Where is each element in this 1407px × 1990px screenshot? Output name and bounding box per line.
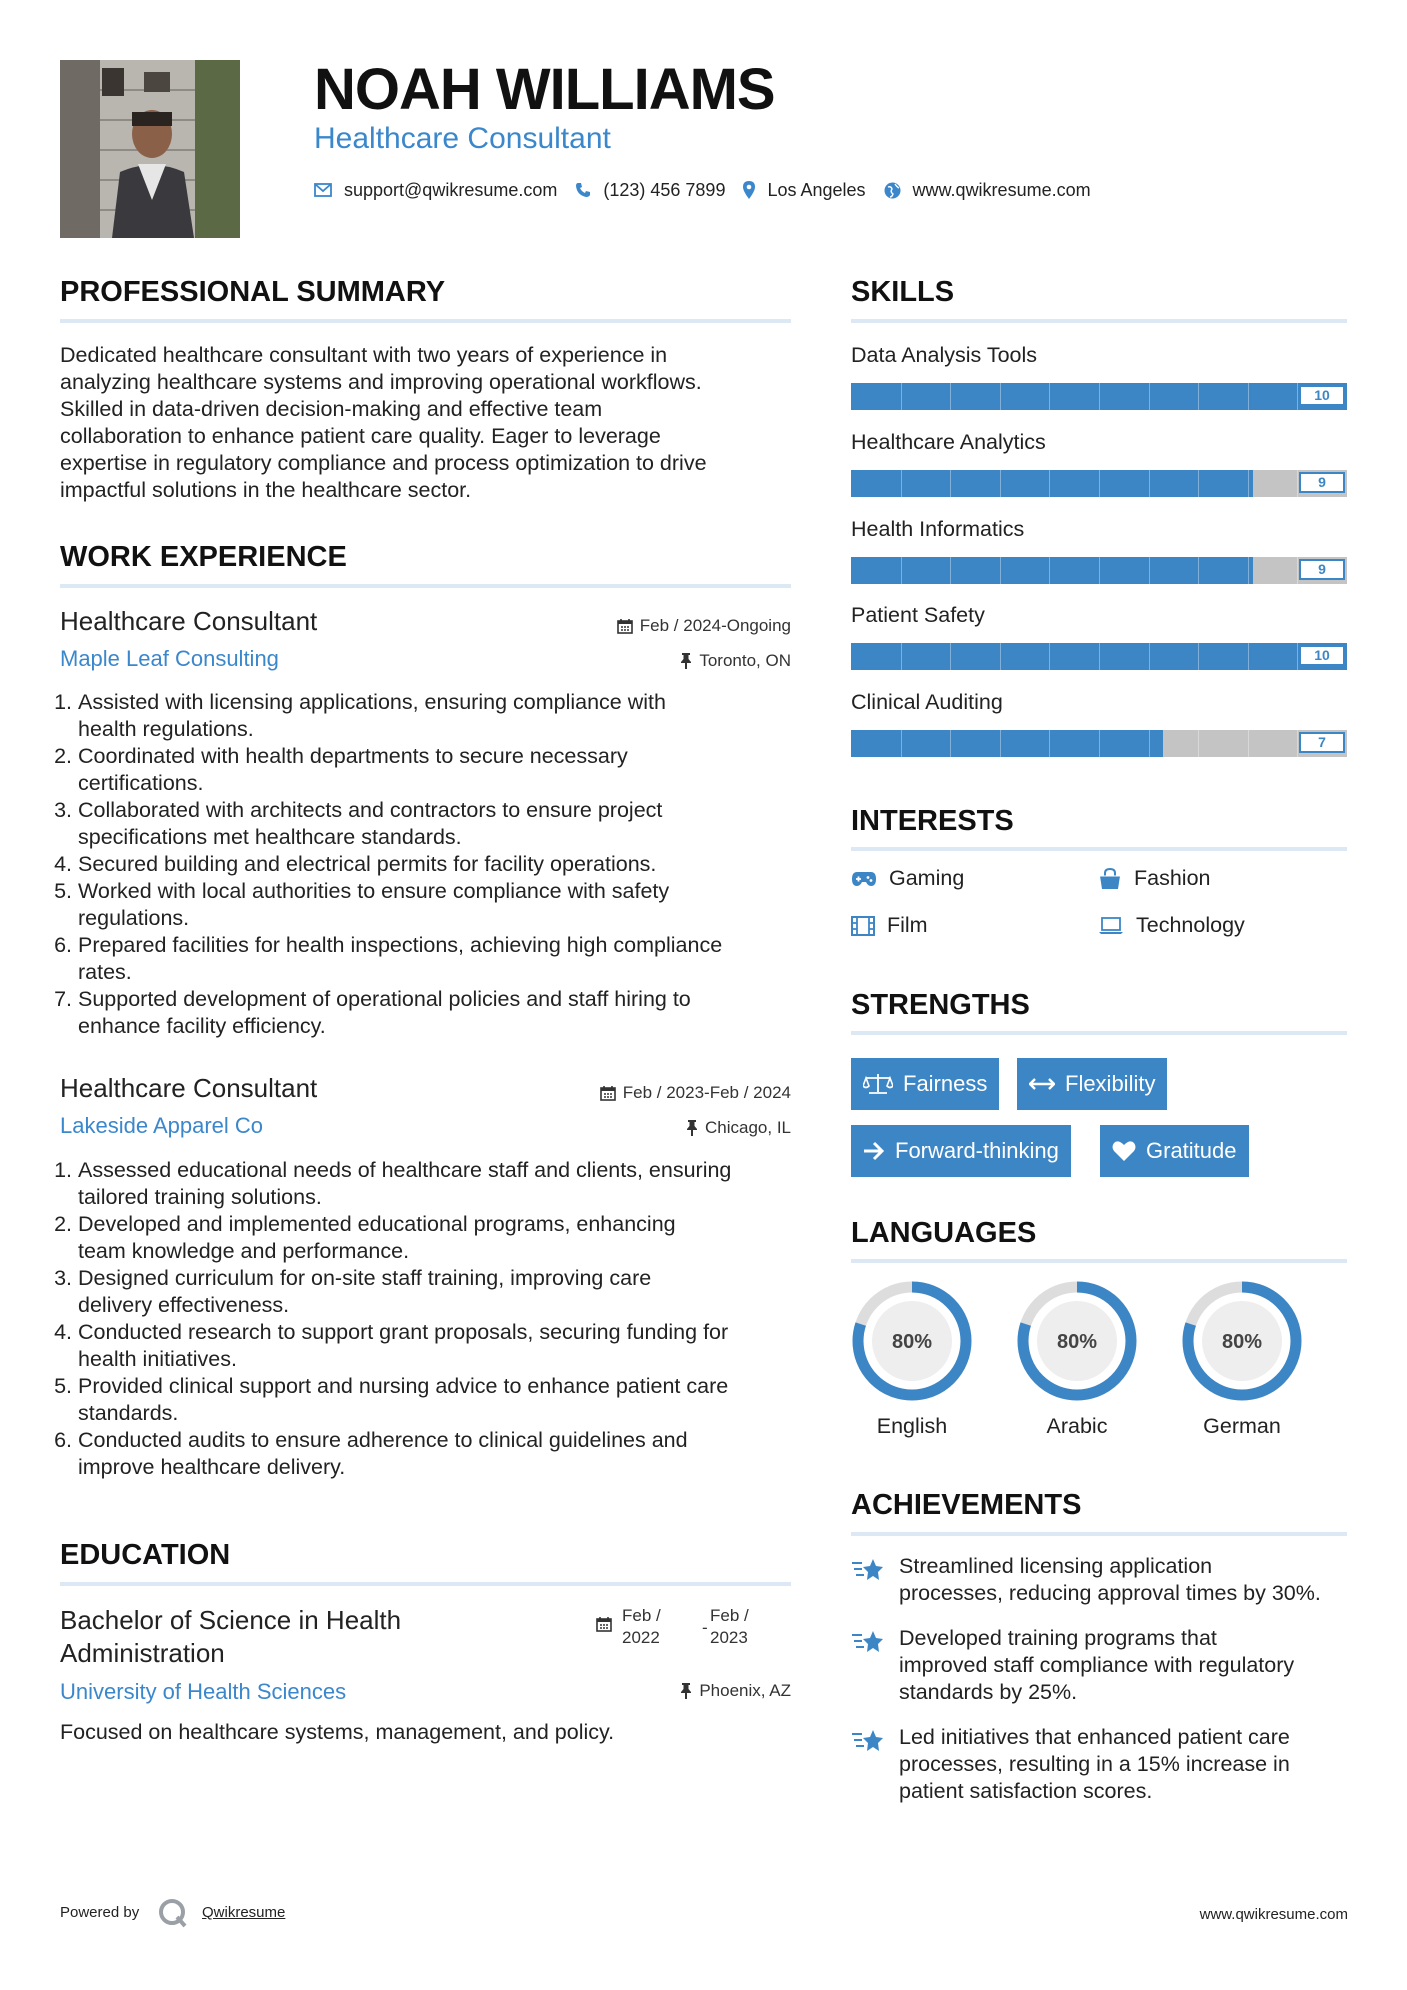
- skill-bar-tick: [1198, 383, 1199, 410]
- education-location-text: Phoenix, AZ: [699, 1681, 791, 1700]
- skill-bar-tick: [1000, 730, 1001, 757]
- calendar-icon: [596, 1616, 615, 1635]
- strength-chip: Gratitude: [1100, 1125, 1249, 1177]
- job-location: [686, 1118, 791, 1138]
- language-donut: [850, 1279, 974, 1403]
- achievement-line: processes, resulting in a 15% increase in: [899, 1752, 1290, 1776]
- skill-label: Health Informatics: [851, 517, 1025, 541]
- achievement-item: [851, 1724, 1351, 1805]
- achievement-line: standards by 25%.: [899, 1680, 1078, 1704]
- degree-line: Administration: [60, 1638, 225, 1668]
- skill-bar-tick: [1297, 470, 1298, 497]
- contact-email[interactable]: [314, 180, 557, 201]
- skill-score: 7: [1299, 732, 1345, 753]
- interests-divider: [851, 847, 1347, 851]
- achievement-line: Developed training programs that: [899, 1626, 1217, 1650]
- skill-bar-fill: [851, 470, 1253, 497]
- language-donut: [1015, 1279, 1139, 1403]
- skill-bar-tick: [1049, 730, 1050, 757]
- job-dates: [600, 1083, 791, 1103]
- calendar-icon: [600, 1085, 616, 1101]
- contact-phone-text: (123) 456 7899: [603, 179, 726, 200]
- strengths-divider: [851, 1031, 1347, 1035]
- gamepad-icon: [851, 871, 877, 887]
- skill-bar: [851, 643, 1347, 670]
- skill-bar-tick: [1248, 470, 1249, 497]
- film-icon: [851, 916, 875, 936]
- skill-bar-tick: [1297, 643, 1298, 670]
- skill-bar-fill: [851, 557, 1253, 584]
- degree-title: [60, 1604, 401, 1670]
- skill-score: 10: [1299, 385, 1345, 406]
- job-title: Healthcare Consultant: [60, 1073, 318, 1103]
- summary-line: analyzing healthcare systems and improving operational workflows.: [60, 370, 702, 394]
- skill-bar-tick: [950, 470, 951, 497]
- interest-item: Film: [851, 913, 928, 938]
- map-pin-icon: [743, 181, 755, 199]
- skill-label: Clinical Auditing: [851, 690, 1003, 714]
- skill-bar-tick: [1297, 383, 1298, 410]
- skill-bar-tick: [1099, 383, 1100, 410]
- education-start: Feb / 2022: [622, 1606, 661, 1647]
- skill-bar-tick: [1000, 557, 1001, 584]
- education-heading: EDUCATION: [60, 1539, 231, 1571]
- arrow-right-icon: [863, 1141, 885, 1161]
- skill-bar-tick: [1248, 383, 1249, 410]
- pushpin-icon: [680, 653, 692, 669]
- summary-heading: PROFESSIONAL SUMMARY: [60, 276, 446, 308]
- shopping-bag-icon: [1098, 868, 1122, 890]
- achievement-item: [851, 1625, 1351, 1706]
- skill-bar-tick: [950, 643, 951, 670]
- job-location: [680, 651, 791, 671]
- skill-bar-tick: [1099, 470, 1100, 497]
- skill-bar: [851, 557, 1347, 584]
- balance-scale-icon: [863, 1073, 893, 1095]
- school-name[interactable]: University of Health Sciences: [60, 1679, 347, 1704]
- education-location: [680, 1681, 791, 1701]
- job-dates: [617, 616, 791, 636]
- job-bullet: 2. Developed and implemented educational programs, enhancing team knowledge and performance.: [78, 1211, 818, 1265]
- achievement-line: improved staff compliance with regulatory: [899, 1653, 1295, 1677]
- skill-bar-tick: [901, 643, 902, 670]
- job-bullet: 4. Secured building and electrical permits for facility operations.: [78, 851, 818, 878]
- skills-heading: SKILLS: [851, 276, 955, 308]
- achievement-line: Streamlined licensing application: [899, 1554, 1213, 1578]
- education-date-separator: -: [702, 1618, 708, 1637]
- skill-bar-tick: [1248, 557, 1249, 584]
- laptop-icon: [1098, 917, 1124, 935]
- job-location-text: Chicago, IL: [705, 1118, 791, 1137]
- job-dates-text: Feb / 2023-Feb / 2024: [622, 1083, 791, 1102]
- job-bullet: 3. Designed curriculum for on-site staff training, improving care delivery effectiveness.: [78, 1265, 818, 1319]
- skill-bar-tick: [901, 730, 902, 757]
- achievement-line: patient satisfaction scores.: [899, 1779, 1153, 1803]
- experience-heading: WORK EXPERIENCE: [60, 541, 347, 573]
- skill-bar-tick: [1149, 643, 1150, 670]
- job-bullets: [60, 1157, 818, 1481]
- education-divider: [60, 1582, 791, 1586]
- skill-bar-fill: [851, 730, 1163, 757]
- skill-bar-tick: [1099, 730, 1100, 757]
- job-title: Healthcare Consultant: [60, 606, 318, 636]
- job-bullet: 1. Assisted with licensing applications, ensuring compliance with health regulations.: [78, 689, 818, 743]
- skill-bar-tick: [1049, 470, 1050, 497]
- skill-label: Patient Safety: [851, 603, 985, 627]
- contact-location: [743, 180, 865, 201]
- job-bullet: 6. Prepared facilities for health inspections, achieving high compliance rates.: [78, 932, 818, 986]
- contact-bar: [314, 176, 1109, 204]
- skill-label: Data Analysis Tools: [851, 343, 1038, 367]
- skills-divider: [851, 319, 1347, 323]
- qwikresume-logo-icon: [158, 1898, 188, 1933]
- candidate-name: NOAH WILLIAMS: [314, 57, 775, 122]
- languages-heading: LANGUAGES: [851, 1217, 1037, 1249]
- strength-chip: Fairness: [851, 1058, 999, 1110]
- language-name: English: [876, 1414, 948, 1438]
- summary-line: impactful solutions in the healthcare sector.: [60, 478, 472, 502]
- skill-bar-tick: [950, 730, 951, 757]
- contact-website-text: www.qwikresume.com: [912, 179, 1091, 200]
- arrows-horizontal-icon: [1029, 1076, 1055, 1092]
- candidate-title: Healthcare Consultant: [314, 122, 611, 155]
- degree-line: Bachelor of Science in Health: [60, 1605, 402, 1635]
- contact-email-text: support@qwikresume.com: [344, 179, 558, 200]
- pushpin-icon: [680, 1683, 692, 1699]
- contact-website[interactable]: [884, 180, 1091, 201]
- skill-bar-tick: [1198, 643, 1199, 670]
- globe-icon: [884, 182, 901, 199]
- skill-bar-tick: [950, 557, 951, 584]
- skill-bar-tick: [1049, 557, 1050, 584]
- skill-bar-tick: [1198, 557, 1199, 584]
- language-name: German: [1203, 1414, 1281, 1438]
- summary-line: Dedicated healthcare consultant with two years of experience in: [60, 343, 668, 367]
- footer-website[interactable]: www.qwikresume.com: [1199, 1906, 1348, 1923]
- achievement-item: [851, 1553, 1351, 1607]
- interest-item: Technology: [1098, 913, 1245, 938]
- pushpin-icon: [686, 1120, 698, 1136]
- skill-bar-tick: [1149, 730, 1150, 757]
- skill-bar-tick: [1049, 643, 1050, 670]
- skill-bar-tick: [1099, 643, 1100, 670]
- language-name: Arabic: [1046, 1414, 1108, 1438]
- job-bullet: 5. Provided clinical support and nursing advice to enhance patient care standards.: [78, 1373, 818, 1427]
- skill-bar-tick: [1149, 557, 1150, 584]
- skill-bar-tick: [1149, 470, 1150, 497]
- skill-bar-tick: [1000, 470, 1001, 497]
- skill-bar-tick: [1297, 730, 1298, 757]
- heart-icon: [1112, 1140, 1136, 1162]
- job-bullets: [60, 689, 818, 1040]
- job-bullet: 5. Worked with local authorities to ensure compliance with safety regulations.: [78, 878, 818, 932]
- job-bullet: 6. Conducted audits to ensure adherence to clinical guidelines and improve healthcare delivery.: [78, 1427, 818, 1481]
- job-bullet: 3. Collaborated with architects and contractors to ensure project specifications met healthcare standards.: [78, 797, 818, 851]
- phone-icon: [575, 182, 591, 198]
- language-donut: [1180, 1279, 1304, 1403]
- skill-bar-tick: [1297, 557, 1298, 584]
- interest-item: Gaming: [851, 866, 964, 891]
- contact-phone[interactable]: [575, 180, 725, 201]
- skill-bar: [851, 730, 1347, 757]
- achievements-heading: ACHIEVEMENTS: [851, 1489, 1082, 1521]
- job-bullet: 1. Assessed educational needs of healthcare staff and clients, ensuring tailored training solutions.: [78, 1157, 818, 1211]
- contact-location-text: Los Angeles: [767, 179, 866, 200]
- skill-bar-tick: [1000, 643, 1001, 670]
- calendar-icon: [617, 618, 633, 634]
- languages-divider: [851, 1259, 1347, 1263]
- skill-bar-tick: [1099, 557, 1100, 584]
- skill-bar-tick: [901, 383, 902, 410]
- skill-bar-tick: [901, 470, 902, 497]
- summary-divider: [60, 319, 791, 323]
- language-percent: 80%: [891, 1331, 933, 1353]
- skill-score: 9: [1299, 559, 1345, 580]
- skill-bar: [851, 470, 1347, 497]
- language-percent: 80%: [1221, 1331, 1263, 1353]
- experience-divider: [60, 584, 791, 588]
- skill-bar-tick: [901, 557, 902, 584]
- skill-score: 10: [1299, 645, 1345, 666]
- shooting-star-icon: [851, 1627, 885, 1655]
- skill-bar-tick: [1198, 470, 1199, 497]
- job-location-text: Toronto, ON: [699, 651, 791, 670]
- job-company[interactable]: Maple Leaf Consulting: [60, 646, 279, 671]
- achievement-line: Led initiatives that enhanced patient care: [899, 1725, 1290, 1749]
- shooting-star-icon: [851, 1726, 885, 1754]
- job-bullet: 7. Supported development of operational policies and staff hiring to enhance facility efficiency.: [78, 986, 818, 1040]
- education-end: Feb / 2023: [710, 1606, 749, 1647]
- education-description: Focused on healthcare systems, management, and policy.: [60, 1720, 615, 1744]
- job-company[interactable]: Lakeside Apparel Co: [60, 1113, 264, 1138]
- strength-chip: Forward-thinking: [851, 1125, 1071, 1177]
- summary-line: Skilled in data-driven decision-making and effective team: [60, 397, 603, 421]
- skill-bar-tick: [950, 383, 951, 410]
- achievements-divider: [851, 1532, 1347, 1536]
- powered-by-label: Powered by: [60, 1904, 140, 1921]
- profile-photo: [60, 60, 240, 238]
- skill-bar-tick: [1248, 730, 1249, 757]
- job-dates-text: Feb / 2024-Ongoing: [639, 616, 791, 635]
- job-bullet: 4. Conducted research to support grant proposals, securing funding for health initiatives.: [78, 1319, 818, 1373]
- skill-bar-tick: [1198, 730, 1199, 757]
- summary-text: [60, 342, 800, 504]
- summary-line: expertise in regulatory compliance and process optimization to drive: [60, 451, 707, 475]
- strength-chip: Flexibility: [1017, 1058, 1167, 1110]
- interests-heading: INTERESTS: [851, 805, 1014, 837]
- skill-bar-tick: [1000, 383, 1001, 410]
- skill-bar-tick: [1049, 383, 1050, 410]
- skill-label: Healthcare Analytics: [851, 430, 1046, 454]
- qwikresume-link[interactable]: Qwikresume: [202, 1904, 286, 1921]
- envelope-icon: [314, 183, 332, 197]
- skill-bar-tick: [1149, 383, 1150, 410]
- interest-item: Fashion: [1098, 866, 1211, 891]
- job-bullet: 2. Coordinated with health departments to secure necessary certifications.: [78, 743, 818, 797]
- achievement-line: processes, reducing approval times by 30%.: [899, 1581, 1321, 1605]
- language-percent: 80%: [1056, 1331, 1098, 1353]
- shooting-star-icon: [851, 1555, 885, 1583]
- summary-line: collaboration to enhance patient care quality. Eager to leverage: [60, 424, 661, 448]
- skill-bar-tick: [1248, 643, 1249, 670]
- skill-bar: [851, 383, 1347, 410]
- strengths-heading: STRENGTHS: [851, 989, 1030, 1021]
- skill-score: 9: [1299, 472, 1345, 493]
